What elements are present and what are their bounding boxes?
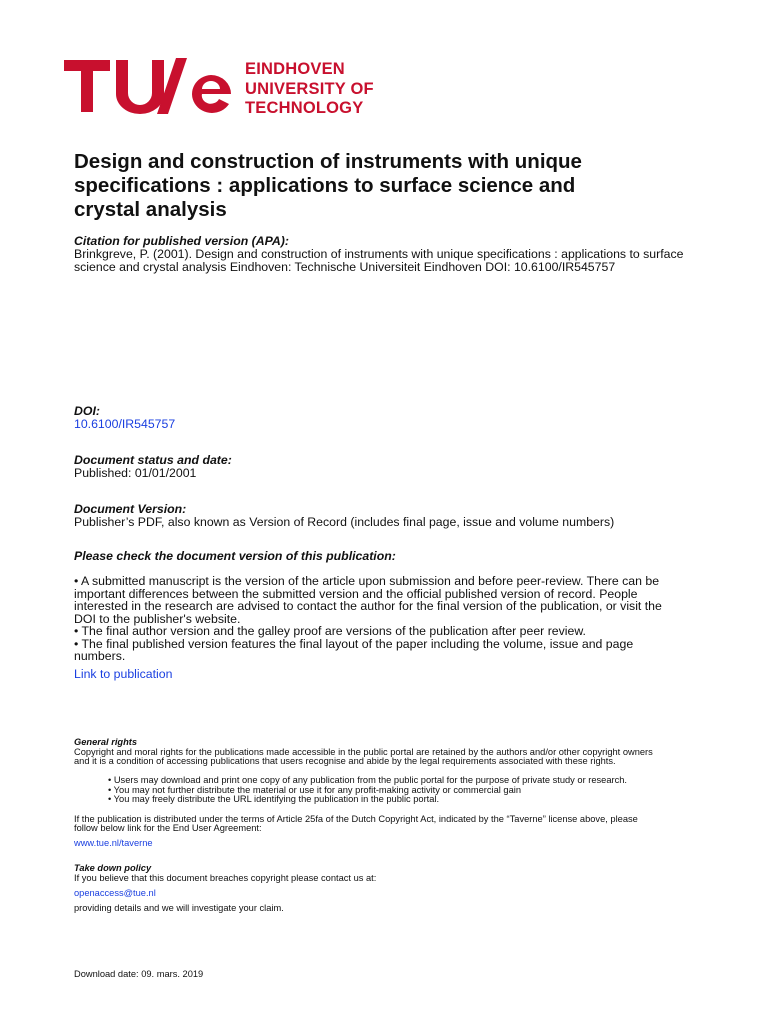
title-line: Design and construction of instruments with unique — [74, 150, 582, 173]
publication-link[interactable]: Link to publication — [74, 666, 173, 681]
logo-line: TECHNOLOGY — [245, 99, 364, 117]
check-line: DOI to the publisher's website. — [74, 611, 241, 626]
rights-bullet: • Users may download and print one copy of any publication from the public portal for the purpose of private study or research. — [108, 775, 627, 786]
doi-link[interactable]: 10.6100/IR545757 — [74, 417, 176, 431]
rights-line: and it is a condition of accessing publications that users recognise and abide by the legal requirements associated with these rights. — [74, 755, 616, 766]
rights-bullet: • You may not further distribute the material or use it for any profit-making activity or commercial gain — [108, 784, 522, 795]
taverne-line: follow below link for the End User Agreement: — [74, 822, 262, 833]
download-section — [74, 970, 724, 979]
tue-logo-mark — [64, 58, 232, 114]
check-line: • A submitted manuscript is the version of the article upon submission and before peer-review. There can be — [74, 574, 660, 588]
takedown-label: Take down policy — [74, 863, 152, 873]
document-title — [74, 150, 714, 222]
check-line: important differences between the submitted version and the official published version of record. People — [74, 586, 638, 601]
check-line: numbers. — [74, 649, 126, 663]
takedown-line: If you believe that this document breaches copyright please contact us at: — [74, 872, 377, 883]
takedown-closing: providing details and we will investigate your claim. — [74, 903, 284, 914]
logo-line: EINDHOVEN — [245, 60, 345, 78]
rights-label: General rights — [74, 737, 138, 747]
doi-section — [74, 405, 724, 431]
download-date: Download date: 09. mars. 2019 — [74, 969, 204, 979]
version-section — [74, 503, 724, 529]
status-value: Published: 01/01/2001 — [74, 466, 197, 480]
citation-line: Brinkgreve, P. (2001). Design and construction of instruments with unique specifications : applications to surface — [74, 247, 684, 261]
status-label: Document status and date: — [74, 453, 232, 467]
rights-bullet: • You may freely distribute the URL identifying the publication in the public portal. — [108, 794, 440, 805]
check-label: Please check the document version of this publication: — [74, 549, 396, 563]
citation-section — [74, 235, 724, 273]
rights-section — [74, 738, 724, 848]
title-line: crystal analysis — [74, 198, 227, 221]
rights-bullets — [108, 776, 724, 805]
contact-email-link[interactable]: openaccess@tue.nl — [74, 887, 156, 898]
citation-line: science and crystal analysis Eindhoven: Technische Universiteit Eindhoven DOI: 10.6100/IR545757 — [74, 259, 616, 274]
takedown-section — [74, 864, 724, 913]
check-section — [74, 550, 724, 680]
doi-label: DOI: — [74, 404, 100, 418]
rights-line: Copyright and moral rights for the publications made accessible in the public portal are retained by the authors and/or other copyright owners — [74, 746, 653, 757]
version-value: Publisher’s PDF, also known as Version of Record (includes final page, issue and volume numbers) — [74, 515, 615, 529]
taverne-link[interactable]: www.tue.nl/taverne — [74, 838, 153, 849]
check-line: interested in the research are advised to contact the author for the final version of the publication, or visit the — [74, 599, 662, 613]
check-line: • The final published version features the final layout of the paper including the volume, issue and page — [74, 636, 634, 651]
title-line: specifications : applications to surface science and — [74, 174, 576, 197]
version-label: Document Version: — [74, 502, 187, 516]
logo-wordmark — [245, 60, 465, 119]
citation-label: Citation for published version (APA): — [74, 234, 289, 248]
check-line: • The final author version and the galley proof are versions of the publication after peer review. — [74, 624, 586, 638]
logo-line: UNIVERSITY OF — [245, 79, 374, 98]
taverne-line: If the publication is distributed under the terms of Article 25fa of the Dutch Copyright Act, indicated by the “Taverne” license above, please — [74, 813, 638, 824]
status-section — [74, 454, 724, 480]
